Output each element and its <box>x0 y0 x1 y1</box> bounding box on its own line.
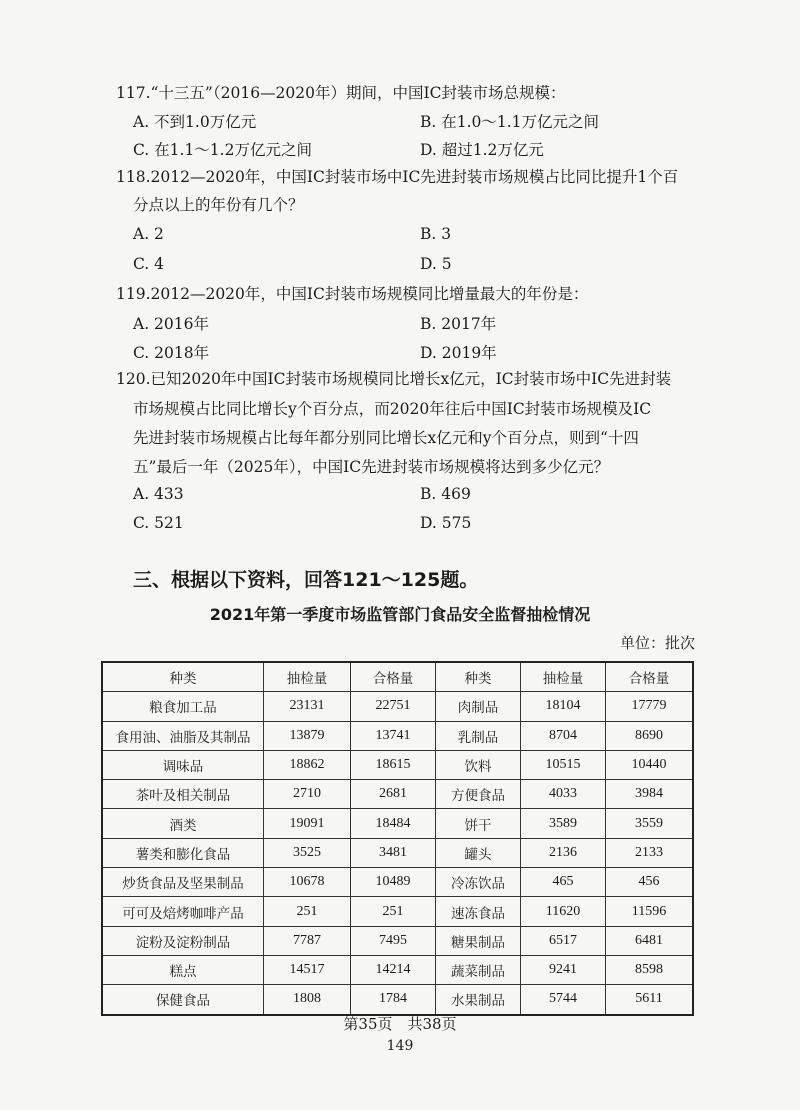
q117-option-b: B. 在1.0～1.1万亿元之间 <box>420 113 600 131</box>
cell-category-1: 酒类 <box>102 809 264 838</box>
cell-qualified-1: 13741 <box>351 721 436 750</box>
cell-inspected-1: 19091 <box>264 809 351 838</box>
cell-inspected-2: 5744 <box>521 985 606 1015</box>
table-row <box>102 955 693 984</box>
cell-qualified-1: 1784 <box>351 985 436 1015</box>
cell-qualified-2: 3559 <box>606 809 694 838</box>
cell-inspected-2: 4033 <box>521 780 606 809</box>
cell-category-1: 薯类和膨化食品 <box>102 838 264 867</box>
q119-option-c: C. 2018年 <box>133 344 210 362</box>
cell-qualified-1: 22751 <box>351 692 436 721</box>
header-category-2: 种类 <box>436 662 521 692</box>
cell-inspected-2: 18104 <box>521 692 606 721</box>
q120-option-d: D. 575 <box>420 514 472 532</box>
cell-category-2: 蔬菜制品 <box>436 955 521 984</box>
cell-inspected-2: 11620 <box>521 897 606 926</box>
food-inspection-table <box>101 661 694 1016</box>
cell-qualified-1: 10489 <box>351 868 436 897</box>
q117-option-c: C. 在1.1～1.2万亿元之间 <box>133 141 312 159</box>
cell-inspected-1: 10678 <box>264 868 351 897</box>
cell-category-1: 茶叶及相关制品 <box>102 780 264 809</box>
cell-qualified-2: 2133 <box>606 838 694 867</box>
cell-inspected-1: 2710 <box>264 780 351 809</box>
q117-option-a: A. 不到1.0万亿元 <box>133 113 257 131</box>
page-number: 149 <box>386 1038 414 1054</box>
cell-qualified-2: 3984 <box>606 780 694 809</box>
table-row <box>102 809 693 838</box>
cell-qualified-2: 17779 <box>606 692 694 721</box>
q118-option-c: C. 4 <box>133 255 165 273</box>
table-title: 2021年第一季度市场监管部门食品安全监督抽检情况 <box>209 605 591 624</box>
cell-qualified-1: 14214 <box>351 955 436 984</box>
q120-option-c: C. 521 <box>133 514 184 532</box>
cell-qualified-1: 3481 <box>351 838 436 867</box>
q117-option-d: D. 超过1.2万亿元 <box>420 141 544 159</box>
cell-qualified-1: 18615 <box>351 750 436 779</box>
q119-option-a: A. 2016年 <box>133 315 209 333</box>
cell-category-1: 调味品 <box>102 750 264 779</box>
header-qualified-1: 合格量 <box>351 662 436 692</box>
q118-option-a: A. 2 <box>133 225 164 243</box>
cell-qualified-1: 2681 <box>351 780 436 809</box>
cell-category-2: 饼干 <box>436 809 521 838</box>
question-120-line2: 市场规模占比同比增长y个百分点，而2020年往后中国IC封装市场规模及IC <box>133 400 652 418</box>
page-of-total: 第35页 共38页 <box>343 1015 457 1033</box>
cell-category-1: 淀粉及淀粉制品 <box>102 926 264 955</box>
table-header-row <box>102 662 693 692</box>
cell-inspected-1: 1808 <box>264 985 351 1015</box>
cell-inspected-1: 14517 <box>264 955 351 984</box>
section-heading: 三、根据以下资料，回答121～125题。 <box>133 569 479 591</box>
q120-option-b: B. 469 <box>420 485 471 503</box>
cell-qualified-1: 18484 <box>351 809 436 838</box>
question-118-line2: 分点以上的年份有几个？ <box>133 196 304 214</box>
q119-option-b: B. 2017年 <box>420 315 497 333</box>
cell-inspected-2: 2136 <box>521 838 606 867</box>
header-qualified-2: 合格量 <box>606 662 694 692</box>
cell-qualified-1: 251 <box>351 897 436 926</box>
cell-inspected-1: 3525 <box>264 838 351 867</box>
cell-category-1: 可可及焙烤咖啡产品 <box>102 897 264 926</box>
cell-qualified-2: 456 <box>606 868 694 897</box>
cell-category-2: 糖果制品 <box>436 926 521 955</box>
question-118-line1: 118.2012—2020年，中国IC封装市场中IC先进封装市场规模占比同比提升1个百 <box>116 168 679 186</box>
cell-category-1: 食用油、油脂及其制品 <box>102 721 264 750</box>
header-inspected-1: 抽检量 <box>264 662 351 692</box>
table-row <box>102 780 693 809</box>
q120-option-a: A. 433 <box>133 485 184 503</box>
cell-inspected-1: 18862 <box>264 750 351 779</box>
cell-inspected-2: 465 <box>521 868 606 897</box>
cell-qualified-2: 11596 <box>606 897 694 926</box>
question-120-line4: 五”最后一年（2025年），中国IC先进封装市场规模将达到多少亿元？ <box>133 458 610 476</box>
table-unit: 单位：批次 <box>619 634 695 652</box>
cell-category-2: 肉制品 <box>436 692 521 721</box>
question-120-line1: 120.已知2020年中国IC封装市场规模同比增长x亿元，IC封装市场中IC先进封装 <box>116 370 672 388</box>
question-119: 119.2012—2020年，中国IC封装市场规模同比增量最大的年份是： <box>116 285 589 303</box>
cell-category-2: 罐头 <box>436 838 521 867</box>
table-row <box>102 985 693 1015</box>
cell-category-1: 保健食品 <box>102 985 264 1015</box>
cell-inspected-2: 6517 <box>521 926 606 955</box>
cell-category-2: 乳制品 <box>436 721 521 750</box>
table-row <box>102 721 693 750</box>
cell-category-2: 冷冻饮品 <box>436 868 521 897</box>
cell-inspected-2: 3589 <box>521 809 606 838</box>
table-row <box>102 692 693 721</box>
header-category-1: 种类 <box>102 662 264 692</box>
table-row <box>102 897 693 926</box>
question-117: 117.“十三五”（2016—2020年）期间，中国IC封装市场总规模： <box>116 84 566 102</box>
cell-category-1: 粮食加工品 <box>102 692 264 721</box>
header-inspected-2: 抽检量 <box>521 662 606 692</box>
q119-option-d: D. 2019年 <box>420 344 497 362</box>
cell-category-2: 速冻食品 <box>436 897 521 926</box>
cell-qualified-2: 10440 <box>606 750 694 779</box>
q118-option-d: D. 5 <box>420 255 452 273</box>
cell-inspected-1: 23131 <box>264 692 351 721</box>
cell-inspected-1: 13879 <box>264 721 351 750</box>
cell-category-2: 水果制品 <box>436 985 521 1015</box>
cell-category-2: 饮料 <box>436 750 521 779</box>
table-row <box>102 838 693 867</box>
cell-category-2: 方便食品 <box>436 780 521 809</box>
q118-option-b: B. 3 <box>420 225 452 243</box>
table-row <box>102 750 693 779</box>
cell-qualified-2: 8690 <box>606 721 694 750</box>
cell-category-1: 糕点 <box>102 955 264 984</box>
table-row <box>102 868 693 897</box>
table-row <box>102 926 693 955</box>
cell-qualified-2: 8598 <box>606 955 694 984</box>
cell-category-1: 炒货食品及坚果制品 <box>102 868 264 897</box>
cell-inspected-1: 251 <box>264 897 351 926</box>
cell-inspected-2: 9241 <box>521 955 606 984</box>
cell-qualified-2: 6481 <box>606 926 694 955</box>
cell-inspected-1: 7787 <box>264 926 351 955</box>
cell-qualified-2: 5611 <box>606 985 694 1015</box>
cell-inspected-2: 10515 <box>521 750 606 779</box>
cell-qualified-1: 7495 <box>351 926 436 955</box>
question-120-line3: 先进封装市场规模占比每年都分别同比增长x亿元和y个百分点，则到“十四 <box>133 429 639 447</box>
cell-inspected-2: 8704 <box>521 721 606 750</box>
